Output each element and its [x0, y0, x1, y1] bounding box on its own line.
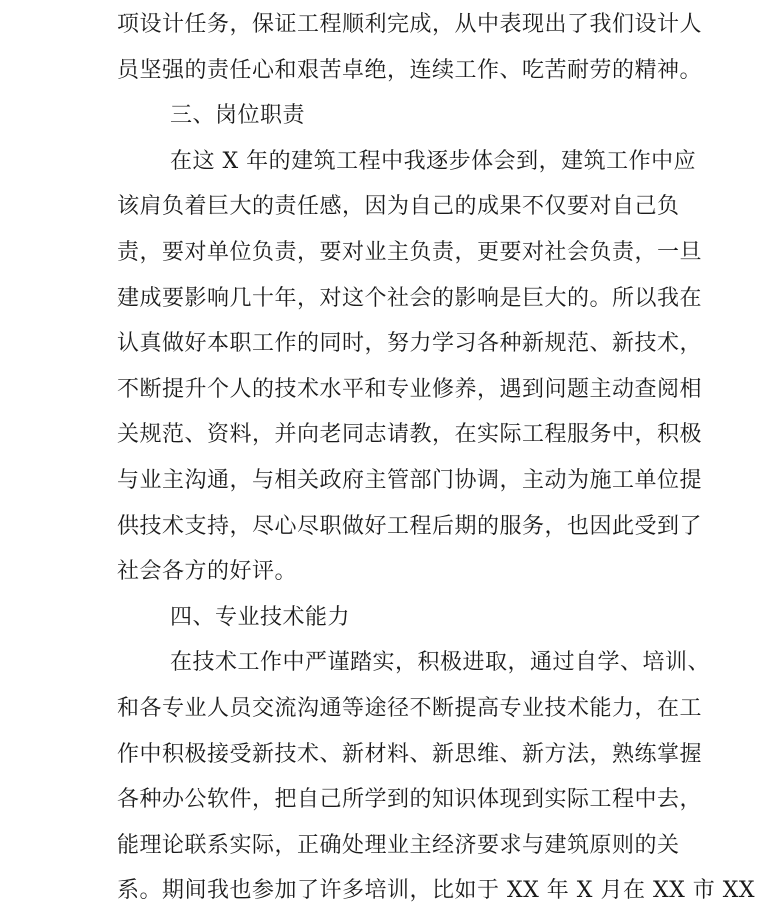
- paragraph-line: 作中积极接受新技术、新材料、新思维、新方法，熟练掌握: [117, 741, 703, 767]
- paragraph-line: 建成要影响几十年，对这个社会的影响是巨大的。所以我在: [117, 285, 703, 311]
- section-heading-duties: 三、岗位职责: [170, 103, 306, 129]
- paragraph-line: 各种办公软件，把自己所学到的知识体现到实际工程中去，: [117, 787, 703, 813]
- document-body: [117, 2, 756, 914]
- paragraph-line: 在技术工作中严谨踏实，积极进取，通过自学、培训、: [170, 650, 711, 676]
- paragraph-line: 关规范、资料，并向老同志请教，在实际工程服务中，积极: [117, 422, 703, 448]
- paragraph-line: 供技术支持，尽心尽职做好工程后期的服务，也因此受到了: [117, 513, 703, 539]
- paragraph-line: 社会各方的好评。: [117, 559, 298, 585]
- paragraph-line: 项设计任务，保证工程顺利完成，从中表现出了我们设计人: [117, 12, 703, 37]
- paragraph-line: 该肩负着巨大的责任感，因为自己的成果不仅要对自己负: [117, 194, 680, 220]
- paragraph-line: 员坚强的责任心和艰苦卓绝，连续工作、吃苦耐劳的精神。: [117, 57, 703, 83]
- section-heading-technical-ability: 四、专业技术能力: [170, 604, 351, 630]
- paragraph-line: 责，要对单位负责，要对业主负责，更要对社会负责，一旦: [117, 239, 703, 265]
- paragraph-line: 能理论联系实际，正确处理业主经济要求与建筑原则的关: [117, 832, 680, 858]
- paragraph-line: 不断提升个人的技术水平和专业修养，遇到问题主动查阅相: [117, 376, 703, 402]
- paragraph-line: 认真做好本职工作的同时，努力学习各种新规范、新技术，: [117, 331, 703, 357]
- paragraph-line: 和各专业人员交流沟通等途径不断提高专业技术能力，在工: [117, 695, 703, 721]
- paragraph-line: 与业主沟通，与相关政府主管部门协调，主动为施工单位提: [117, 467, 703, 493]
- paragraph-line: 系。期间我也参加了许多培训，比如于 XX 年 X 月在 XX 市 XX: [117, 878, 756, 904]
- paragraph-line: 在这 X 年的建筑工程中我逐步体会到，建筑工作中应: [170, 148, 697, 174]
